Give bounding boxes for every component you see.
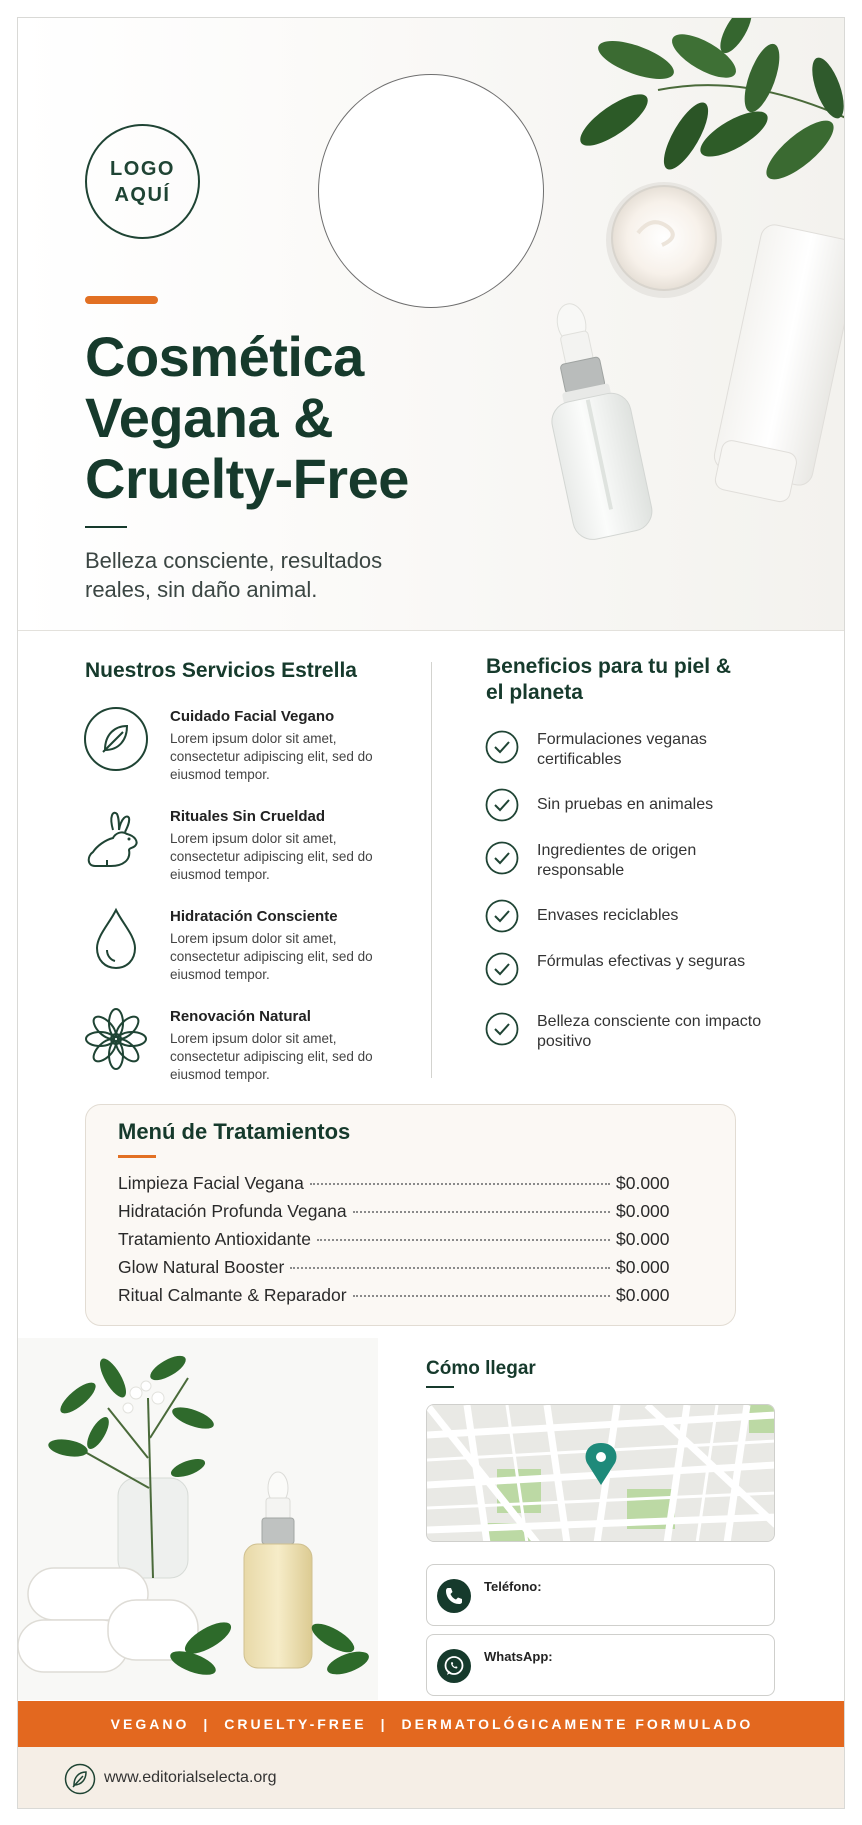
menu-item-price: $0.000 <box>616 1285 670 1305</box>
benefit-item <box>485 1012 785 1056</box>
menu-list <box>118 1173 678 1313</box>
menu-item-price: $0.000 <box>616 1201 670 1221</box>
directions-divider <box>426 1386 454 1388</box>
rabbit-icon <box>83 806 149 872</box>
benefit-item <box>485 788 785 832</box>
service-item <box>83 806 403 896</box>
menu-item-name: Tratamiento Antioxidante <box>118 1229 311 1249</box>
column-divider <box>431 662 432 1078</box>
tagline-bar <box>18 1701 845 1747</box>
menu-item <box>118 1285 678 1313</box>
menu-accent-line <box>118 1155 156 1158</box>
service-item <box>83 1006 403 1096</box>
flyer <box>17 17 845 1809</box>
water-drop-icon <box>83 906 149 972</box>
website-link[interactable]: www.editorialselecta.org <box>104 1769 277 1786</box>
location-map[interactable] <box>426 1404 775 1542</box>
map-graphic <box>427 1405 775 1542</box>
flower-icon <box>83 1006 149 1072</box>
menu-item-price: $0.000 <box>616 1173 670 1193</box>
dot-leader <box>290 1267 610 1269</box>
services-title: Nuestros Servicios Estrella <box>85 659 357 682</box>
benefit-text: Fórmulas efectivas y seguras <box>537 953 746 970</box>
service-name: Cuidado Facial Vegano <box>170 708 335 725</box>
menu-item-name: Ritual Calmante & Reparador <box>118 1285 347 1305</box>
benefit-item <box>485 952 785 996</box>
benefits-title: Beneficios para tu piel & el planeta <box>486 655 732 704</box>
benefit-item <box>485 841 785 885</box>
check-circle-icon <box>485 730 519 764</box>
service-description: Lorem ipsum dolor sit amet, consectetur adipiscing elit, sed do eiusmod tempor. <box>170 1031 373 1082</box>
logo-placeholder <box>85 124 200 239</box>
tagline-vegan: VEGANO <box>110 1716 190 1732</box>
menu-item-price: $0.000 <box>616 1229 670 1249</box>
service-description: Lorem ipsum dolor sit amet, consectetur adipiscing elit, sed do eiusmod tempor. <box>170 731 373 782</box>
tagline-separator: | <box>380 1716 388 1732</box>
benefit-item <box>485 899 785 943</box>
service-description: Lorem ipsum dolor sit amet, consectetur adipiscing elit, sed do eiusmod tempor. <box>170 831 373 882</box>
whatsapp-label: WhatsApp: <box>484 1649 553 1664</box>
hero-section <box>18 18 845 631</box>
dot-leader <box>317 1239 610 1241</box>
check-circle-icon <box>485 788 519 822</box>
title-divider <box>85 526 127 528</box>
treatments-menu <box>85 1104 736 1326</box>
benefit-text: Sin pruebas en animales <box>537 796 714 813</box>
service-name: Hidratación Consciente <box>170 908 338 925</box>
menu-title: Menú de Tratamientos <box>118 1119 351 1144</box>
benefit-text: Formulaciones veganas certificables <box>537 731 707 768</box>
service-item <box>83 706 403 796</box>
menu-item <box>118 1173 678 1201</box>
logo-line-1: LOGO <box>110 157 175 180</box>
service-item <box>83 906 403 996</box>
service-name: Renovación Natural <box>170 1008 311 1025</box>
benefit-text: Envases reciclables <box>537 907 679 924</box>
tagline-cruelty-free: CRUELTY-FREE <box>224 1716 367 1732</box>
photo-placeholder <box>318 74 544 308</box>
check-circle-icon <box>485 841 519 875</box>
directions-title: Cómo llegar <box>426 1358 536 1379</box>
phone-contact[interactable] <box>426 1564 775 1626</box>
service-name: Rituales Sin Crueldad <box>170 808 326 825</box>
dot-leader <box>310 1183 610 1185</box>
logo-line-2: AQUÍ <box>114 183 171 206</box>
page-title: Cosmética Vegana & Cruelty-Free <box>85 325 409 510</box>
leaf-branch <box>573 18 845 188</box>
benefit-text: Belleza consciente con impacto positivo <box>537 1013 762 1050</box>
footer <box>18 1747 845 1809</box>
menu-item <box>118 1229 678 1257</box>
service-description: Lorem ipsum dolor sit amet, consectetur adipiscing elit, sed do eiusmod tempor. <box>170 931 373 982</box>
leaf-icon <box>64 1763 96 1795</box>
menu-item <box>118 1201 678 1229</box>
benefit-text: Ingredientes de origen responsable <box>537 842 697 879</box>
tagline-separator: | <box>203 1716 211 1732</box>
phone-icon <box>437 1579 471 1613</box>
benefit-item <box>485 730 785 774</box>
menu-item-name: Glow Natural Booster <box>118 1257 285 1277</box>
menu-item-price: $0.000 <box>616 1257 670 1277</box>
cosmetics-products-image <box>538 18 845 631</box>
leaf-icon <box>83 706 149 772</box>
check-circle-icon <box>485 952 519 986</box>
accent-bar <box>85 296 158 304</box>
menu-item <box>118 1257 678 1285</box>
menu-item-name: Hidratación Profunda Vegana <box>118 1201 347 1221</box>
hero-subtitle: Belleza consciente, resultados reales, sin daño animal. <box>85 548 383 602</box>
spa-products-image <box>18 1338 378 1700</box>
check-circle-icon <box>485 899 519 933</box>
dot-leader <box>353 1211 610 1213</box>
menu-item-name: Limpieza Facial Vegana <box>118 1173 304 1193</box>
whatsapp-icon <box>437 1649 471 1683</box>
phone-label: Teléfono: <box>484 1579 542 1594</box>
whatsapp-contact[interactable] <box>426 1634 775 1696</box>
tagline-dermatological: DERMATOLÓGICAMENTE FORMULADO <box>401 1716 754 1732</box>
dot-leader <box>353 1295 610 1297</box>
check-circle-icon <box>485 1012 519 1046</box>
